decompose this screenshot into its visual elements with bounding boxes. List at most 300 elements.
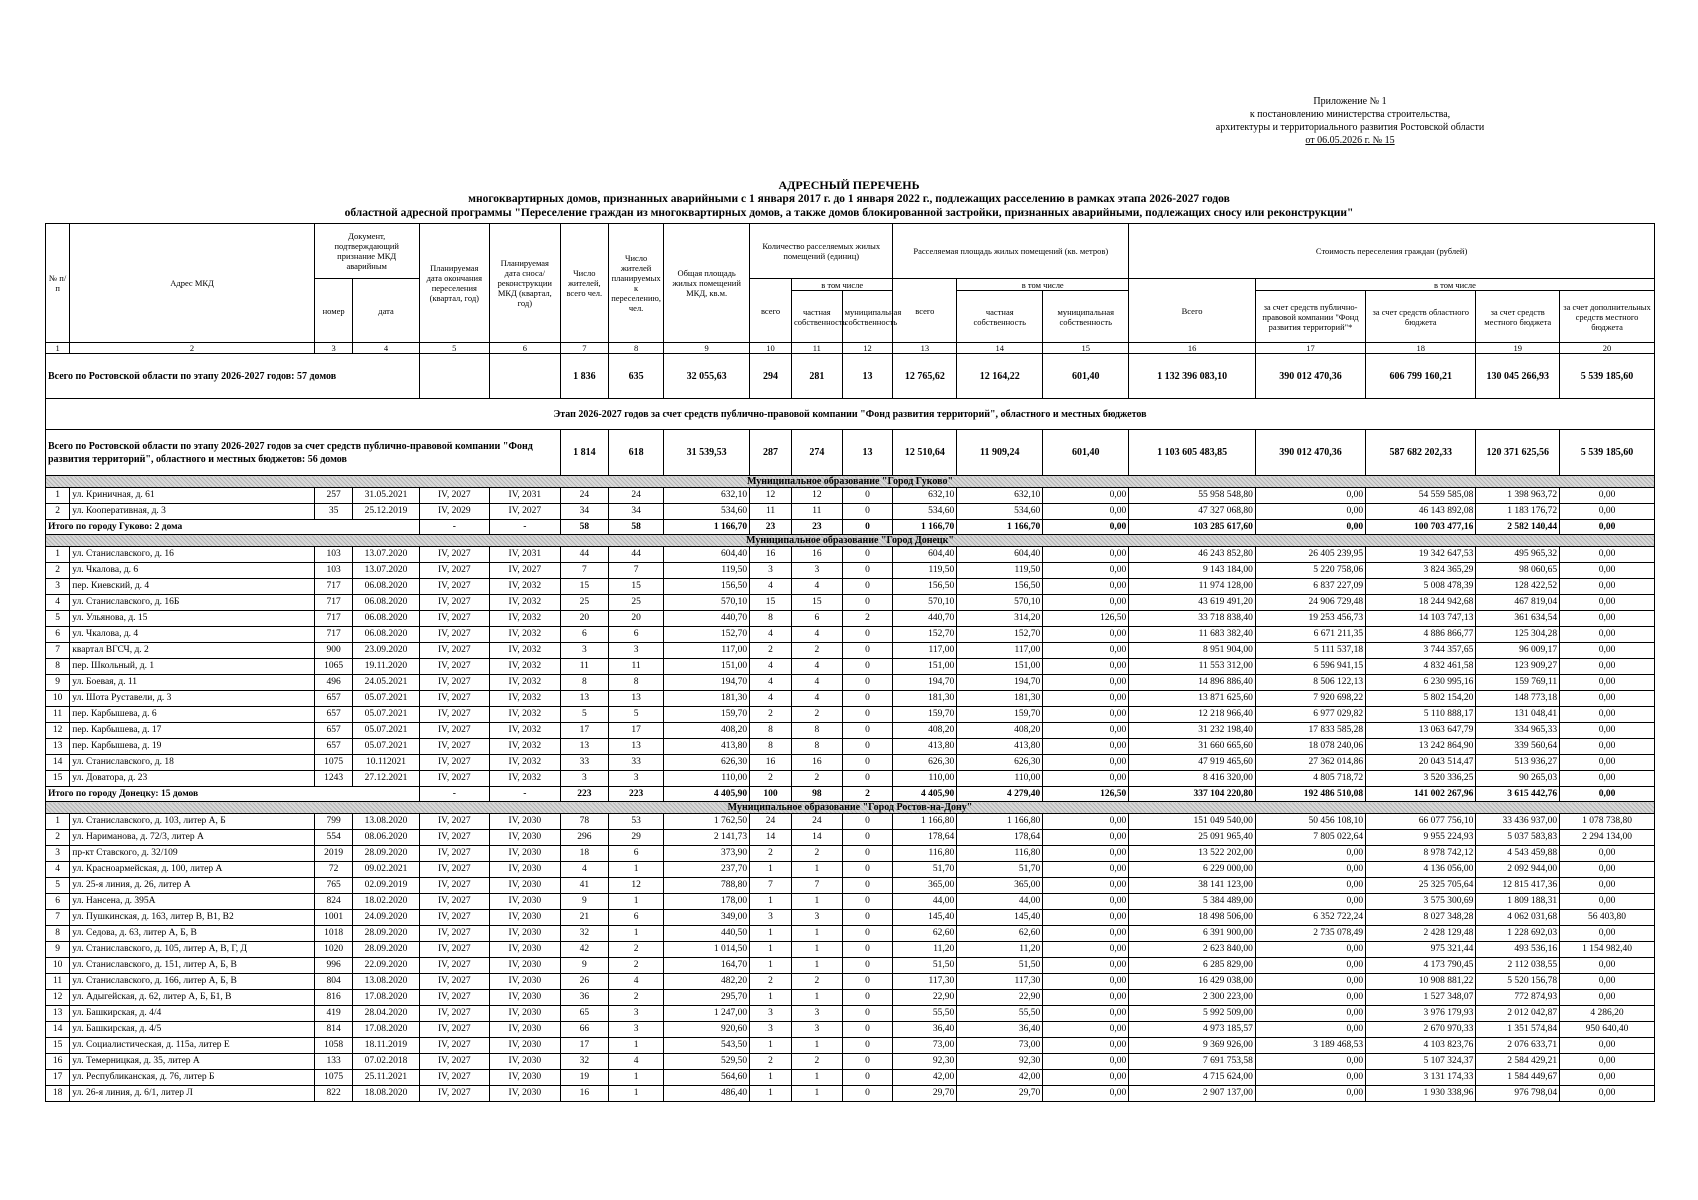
table-cell: 1 166,70 (957, 520, 1043, 535)
table-cell: 24 (791, 814, 842, 830)
table-cell: 0,00 (1560, 504, 1655, 520)
table-cell: 0 (842, 942, 893, 958)
table-cell: 14 896 886,40 (1129, 675, 1256, 691)
table-cell: 6 285 829,00 (1129, 958, 1256, 974)
table-cell: 2 092 944,00 (1476, 862, 1560, 878)
table-cell: 0 (842, 595, 893, 611)
table-cell: IV, 2027 (419, 611, 490, 627)
table-cell: 6 977 029,82 (1255, 707, 1365, 723)
table-cell: 0,00 (1043, 814, 1129, 830)
table-cell: 22,90 (893, 990, 957, 1006)
table-cell: 29,70 (957, 1086, 1043, 1102)
table-cell: 3 (609, 1022, 664, 1038)
address-cell: ул. 25-я линия, д. 26, литер А (70, 878, 315, 894)
table-cell: 2 (791, 707, 842, 723)
table-cell: 44 (609, 547, 664, 563)
address-cell: ул. Боевая, д. 11 (70, 675, 315, 691)
table-cell: 20 (609, 611, 664, 627)
table-cell: IV, 2027 (419, 878, 490, 894)
table-cell: 103 (314, 547, 353, 563)
table-cell: 159,70 (957, 707, 1043, 723)
table-cell: 8 (791, 723, 842, 739)
table-cell: 13.08.2020 (353, 814, 419, 830)
table-cell: 43 619 491,20 (1129, 595, 1256, 611)
table-cell: 0,00 (1255, 1086, 1365, 1102)
table-cell: 0,00 (1043, 1022, 1129, 1038)
table-cell: 19.11.2020 (353, 659, 419, 675)
column-number: 16 (1129, 343, 1256, 354)
table-cell: 657 (314, 691, 353, 707)
table-cell: 6 352 722,24 (1255, 910, 1365, 926)
table-cell: 11 909,24 (957, 430, 1043, 476)
table-cell: 1 (609, 862, 664, 878)
table-cell: 0,00 (1560, 926, 1655, 942)
table-cell: 65 (560, 1006, 608, 1022)
table-row (46, 862, 1655, 878)
table-cell: 0,00 (1043, 627, 1129, 643)
table-cell: 159,70 (893, 707, 957, 723)
table-cell: 1 228 692,03 (1476, 926, 1560, 942)
table-cell: 4 062 031,68 (1476, 910, 1560, 926)
table-cell: 62,60 (893, 926, 957, 942)
table-cell: IV, 2027 (419, 1054, 490, 1070)
table-cell: IV, 2032 (490, 595, 561, 611)
table-cell: 18 078 240,06 (1255, 739, 1365, 755)
table-cell: 8 978 742,12 (1366, 846, 1476, 862)
table-cell: 110,00 (664, 771, 750, 787)
table-cell: 440,50 (664, 926, 750, 942)
table-cell: 799 (314, 814, 353, 830)
table-cell: 13 (842, 354, 893, 399)
table-row (46, 1054, 1655, 1070)
table-cell: 0,00 (1043, 910, 1129, 926)
table-cell: 822 (314, 1086, 353, 1102)
table-row (46, 723, 1655, 739)
address-cell: ул. Станиславского, д. 16Б (70, 595, 315, 611)
table-cell: 0,00 (1560, 1070, 1655, 1086)
table-cell: 2 (609, 958, 664, 974)
table-cell: 128 422,52 (1476, 579, 1560, 595)
column-number: 5 (419, 343, 490, 354)
table-cell: 120 371 625,56 (1476, 430, 1560, 476)
table-cell: 3 976 179,93 (1366, 1006, 1476, 1022)
table-row (46, 990, 1655, 1006)
table-cell: 1 247,00 (664, 1006, 750, 1022)
table-cell: 0,00 (1560, 974, 1655, 990)
table-cell: 0 (842, 675, 893, 691)
table-cell: 24.05.2021 (353, 675, 419, 691)
table-cell: 1 (791, 958, 842, 974)
table-cell: 604,40 (957, 547, 1043, 563)
table-cell: 0,00 (1043, 739, 1129, 755)
table-cell: 9 (560, 894, 608, 910)
table-cell: IV, 2027 (490, 504, 561, 520)
table-cell: 13 871 625,60 (1129, 691, 1256, 707)
table-cell: 534,60 (957, 504, 1043, 520)
column-number: 4 (353, 343, 419, 354)
table-cell: 1 (609, 1070, 664, 1086)
table-cell: 164,70 (664, 958, 750, 974)
table-cell: 20 043 514,47 (1366, 755, 1476, 771)
table-cell: 495 965,32 (1476, 547, 1560, 563)
table-cell: 25.12.2019 (353, 504, 419, 520)
table-cell: 601,40 (1043, 354, 1129, 399)
table-cell: 152,70 (957, 627, 1043, 643)
table-cell: 534,60 (664, 504, 750, 520)
table-cell: 0,00 (1043, 675, 1129, 691)
table-cell: 513 936,27 (1476, 755, 1560, 771)
table-cell: 8 506 122,13 (1255, 675, 1365, 691)
table-cell: IV, 2030 (490, 910, 561, 926)
table-cell: 50 456 108,10 (1255, 814, 1365, 830)
address-cell: ул. Пушкинская, д. 163, литер В, В1, В2 (70, 910, 315, 926)
table-cell: 4 (46, 595, 70, 611)
table-cell: 0,00 (1043, 1086, 1129, 1102)
table-header (46, 224, 1655, 354)
table-cell: 13.08.2020 (353, 974, 419, 990)
table-cell: 18.02.2020 (353, 894, 419, 910)
table-cell: 413,80 (957, 739, 1043, 755)
grand-total-label: Всего по Ростовской области по этапу 2026-2027 годов: 57 домов (46, 354, 420, 399)
table-cell: 0,00 (1560, 547, 1655, 563)
address-cell: пер. Карбышева, д. 19 (70, 739, 315, 755)
header-area-municipal: муниципальная собственность (1043, 291, 1129, 343)
table-cell: 2 (842, 787, 893, 802)
table-cell: IV, 2027 (419, 1086, 490, 1102)
table-cell: 9 (46, 675, 70, 691)
table-cell: 141 002 267,96 (1366, 787, 1476, 802)
table-cell: 0,00 (1560, 958, 1655, 974)
table-cell: 6 (609, 627, 664, 643)
table-cell: 1 (750, 1070, 792, 1086)
table-cell: 8 (46, 926, 70, 942)
table-cell: 2 076 633,71 (1476, 1038, 1560, 1054)
table-cell: 0,00 (1043, 755, 1129, 771)
table-row (46, 504, 1655, 520)
table-cell: 14 (46, 755, 70, 771)
address-cell: ул. Республиканская, д. 76, литер Б (70, 1070, 315, 1086)
table-cell: 16 429 038,00 (1129, 974, 1256, 990)
table-cell: 145,40 (957, 910, 1043, 926)
table-cell: 151,00 (893, 659, 957, 675)
table-cell: 0,00 (1043, 942, 1129, 958)
table-cell: 21 (560, 910, 608, 926)
title-line-2: многоквартирных домов, признанных аварийными с 1 января 2017 г. до 1 января 2022 г., подлежащих расселению в рамках этапа 2026-2027 годов (468, 193, 1230, 205)
table-cell: 23.09.2020 (353, 643, 419, 659)
table-cell: 1 (791, 942, 842, 958)
table-cell: 51,70 (893, 862, 957, 878)
table-cell: IV, 2032 (490, 755, 561, 771)
table-cell: 0 (842, 990, 893, 1006)
table-cell: 0,00 (1560, 1086, 1655, 1102)
table-cell: 529,50 (664, 1054, 750, 1070)
table-cell: 58 (609, 520, 664, 535)
table-cell: 1018 (314, 926, 353, 942)
table-cell: 570,10 (957, 595, 1043, 611)
table-cell: 34 (609, 504, 664, 520)
table-cell: 14 (750, 830, 792, 846)
table-cell: 58 (560, 520, 608, 535)
table-cell: 1 351 574,84 (1476, 1022, 1560, 1038)
table-cell: 5 (609, 707, 664, 723)
table-cell: 119,50 (664, 563, 750, 579)
table-cell: - (419, 787, 490, 802)
table-cell: 0 (842, 894, 893, 910)
table-cell: 657 (314, 707, 353, 723)
table-cell: 44,00 (957, 894, 1043, 910)
table-cell: 10 (46, 958, 70, 974)
column-number: 14 (957, 343, 1043, 354)
table-cell: 1 166,80 (893, 814, 957, 830)
table-cell: 6 (609, 846, 664, 862)
table-cell: 13 063 647,79 (1366, 723, 1476, 739)
table-cell: 0,00 (1560, 1038, 1655, 1054)
table-cell: 0 (842, 771, 893, 787)
table-row (46, 1006, 1655, 1022)
table-cell: 11 683 382,40 (1129, 627, 1256, 643)
address-cell: ул. Чкалова, д. 6 (70, 563, 315, 579)
table-cell: 4 286,20 (1560, 1006, 1655, 1022)
table-cell: 98 060,65 (1476, 563, 1560, 579)
table-cell: 4 405,90 (893, 787, 957, 802)
table-cell: 2 112 038,55 (1476, 958, 1560, 974)
column-number: 3 (314, 343, 353, 354)
address-cell: ул. Наримановa, д. 72/3, литер А (70, 830, 315, 846)
table-cell: 3 744 357,65 (1366, 643, 1476, 659)
table-cell: 9 369 926,00 (1129, 1038, 1256, 1054)
table-cell: 11 974 128,00 (1129, 579, 1256, 595)
table-cell: 62,60 (957, 926, 1043, 942)
table-cell: 151,00 (957, 659, 1043, 675)
table-cell: 27 362 014,86 (1255, 755, 1365, 771)
table-cell: IV, 2032 (490, 675, 561, 691)
address-cell: пер. Карбышева, д. 6 (70, 707, 315, 723)
table-cell: 5 539 185,60 (1560, 354, 1655, 399)
table-cell: 3 (791, 1022, 842, 1038)
table-cell: IV, 2027 (419, 814, 490, 830)
table-cell: 0,00 (1255, 974, 1365, 990)
table-cell: 5 037 583,83 (1476, 830, 1560, 846)
table-cell: 0,00 (1255, 958, 1365, 974)
table-cell: 0,00 (1560, 862, 1655, 878)
table-cell: 41 (560, 878, 608, 894)
table-cell: 296 (560, 830, 608, 846)
table-row (46, 878, 1655, 894)
table-cell: IV, 2030 (490, 878, 561, 894)
table-cell: 3 189 468,53 (1255, 1038, 1365, 1054)
table-cell: 159,70 (664, 707, 750, 723)
table-cell: 920,60 (664, 1022, 750, 1038)
table-cell: 408,20 (957, 723, 1043, 739)
table-cell: 413,80 (893, 739, 957, 755)
table-cell: IV, 2027 (419, 691, 490, 707)
table-cell: 626,30 (893, 755, 957, 771)
table-cell: 5 (46, 611, 70, 627)
table-cell: 6 391 900,00 (1129, 926, 1256, 942)
table-cell: 16 (791, 755, 842, 771)
table-cell: IV, 2027 (419, 723, 490, 739)
table-cell: 152,70 (893, 627, 957, 643)
table-cell: 0,00 (1043, 974, 1129, 990)
table-cell: 626,30 (664, 755, 750, 771)
table-cell: 23 (791, 520, 842, 535)
table-cell: 361 634,54 (1476, 611, 1560, 627)
table-row (46, 974, 1655, 990)
stage-total-row (46, 430, 1655, 476)
table-cell: 0,00 (1043, 1038, 1129, 1054)
table-cell: 51,50 (957, 958, 1043, 974)
table-cell: 36 (560, 990, 608, 1006)
table-cell: 05.07.2021 (353, 691, 419, 707)
table-cell: 13 242 864,90 (1366, 739, 1476, 755)
table-cell: 27.12.2021 (353, 771, 419, 787)
table-cell: 9 (560, 958, 608, 974)
table-cell: 4 (750, 675, 792, 691)
table-cell: IV, 2030 (490, 1054, 561, 1070)
table-cell: 626,30 (957, 755, 1043, 771)
table-cell: 0,00 (1255, 1070, 1365, 1086)
table-cell: 0,00 (1043, 488, 1129, 504)
table-cell: 22,90 (957, 990, 1043, 1006)
table-cell: IV, 2027 (419, 579, 490, 595)
table-cell: IV, 2030 (490, 830, 561, 846)
table-cell: 0,00 (1560, 520, 1655, 535)
table-cell: 0,00 (1255, 504, 1365, 520)
table-cell: 1 132 396 083,10 (1129, 354, 1256, 399)
table-cell: 33 (560, 755, 608, 771)
table-cell: 12 (609, 878, 664, 894)
table-cell: 554 (314, 830, 353, 846)
table-cell: IV, 2027 (419, 990, 490, 1006)
appendix-note (1140, 95, 1560, 147)
column-number: 20 (1560, 343, 1655, 354)
address-list-table (45, 223, 1655, 1102)
table-cell: 11 (609, 659, 664, 675)
table-cell: 0,00 (1043, 520, 1129, 535)
table-cell: 1 (750, 958, 792, 974)
table-cell: 0,00 (1043, 958, 1129, 974)
table-cell: 29,70 (893, 1086, 957, 1102)
table-cell: 06.08.2020 (353, 611, 419, 627)
table-cell: 0,00 (1560, 707, 1655, 723)
table-cell: 28.09.2020 (353, 942, 419, 958)
table-cell: 0,00 (1255, 1054, 1365, 1070)
table-cell: 1 (791, 1086, 842, 1102)
table-cell: 7 (609, 563, 664, 579)
table-cell: 0 (842, 974, 893, 990)
table-cell: IV, 2030 (490, 1022, 561, 1038)
table-cell: 6 (560, 627, 608, 643)
table-cell: 125 304,28 (1476, 627, 1560, 643)
municipality-name: Муниципальное образование "Город Ростов-на-Дону" (46, 802, 1655, 814)
table-cell: 7 (560, 563, 608, 579)
table-cell: 657 (314, 723, 353, 739)
appendix-line: к постановлению министерства строительства, (1249, 109, 1451, 120)
table-cell: IV, 2030 (490, 926, 561, 942)
table-cell: 46 243 852,80 (1129, 547, 1256, 563)
table-cell: 2 584 429,21 (1476, 1054, 1560, 1070)
table-cell: 0 (842, 488, 893, 504)
table-cell: 194,70 (893, 675, 957, 691)
table-row (46, 595, 1655, 611)
table-cell: IV, 2027 (419, 659, 490, 675)
table-cell: 0,00 (1560, 990, 1655, 1006)
appendix-line: архитектуры и территориального развития Ростовской области (1215, 122, 1485, 133)
table-cell: 24.09.2020 (353, 910, 419, 926)
address-cell: ул. Социалистическая, д. 115а, литер Е (70, 1038, 315, 1054)
table-cell: 11 (560, 659, 608, 675)
table-cell: 24 (560, 488, 608, 504)
header-address: Адрес МКД (70, 224, 315, 343)
table-cell: 976 798,04 (1476, 1086, 1560, 1102)
table-cell: IV, 2027 (419, 910, 490, 926)
table-cell: 15 (46, 1038, 70, 1054)
table-cell: 46 143 892,08 (1366, 504, 1476, 520)
table-cell: 0,00 (1255, 942, 1365, 958)
table-cell: 2 294 134,00 (1560, 830, 1655, 846)
table-cell: 0,00 (1560, 691, 1655, 707)
table-cell: 12 (46, 723, 70, 739)
table-cell: 26 405 239,95 (1255, 547, 1365, 563)
table-cell: IV, 2032 (490, 643, 561, 659)
table-cell: 1 (609, 1038, 664, 1054)
table-cell: 1 762,50 (664, 814, 750, 830)
table-cell: 0 (842, 862, 893, 878)
table-cell: 178,64 (957, 830, 1043, 846)
table-cell: 178,64 (893, 830, 957, 846)
table-cell: 25.11.2021 (353, 1070, 419, 1086)
table-cell: 1 (791, 862, 842, 878)
table-cell: 587 682 202,33 (1366, 430, 1476, 476)
grand-total-row (46, 354, 1655, 399)
table-cell: 2 (791, 974, 842, 990)
table-cell: 467 819,04 (1476, 595, 1560, 611)
table-cell: 38 141 123,00 (1129, 878, 1256, 894)
table-cell: 570,10 (893, 595, 957, 611)
table-cell: 152,70 (664, 627, 750, 643)
table-cell: IV, 2030 (490, 1006, 561, 1022)
table-cell: 2 (750, 974, 792, 990)
table-cell: IV, 2032 (490, 691, 561, 707)
table-cell: 17 (560, 1038, 608, 1054)
column-number: 13 (893, 343, 957, 354)
table-cell: 0,00 (1255, 990, 1365, 1006)
table-cell: 31.05.2021 (353, 488, 419, 504)
table-cell: 19 342 647,53 (1366, 547, 1476, 563)
table-cell: 24 906 729,48 (1255, 595, 1365, 611)
table-cell: 1 014,50 (664, 942, 750, 958)
table-cell: 337 104 220,80 (1129, 787, 1256, 802)
table-cell: 32 (560, 1054, 608, 1070)
table-row (46, 563, 1655, 579)
column-numbers-row (46, 343, 1655, 354)
table-cell: IV, 2027 (419, 707, 490, 723)
table-cell: 119,50 (893, 563, 957, 579)
table-cell: IV, 2027 (490, 563, 561, 579)
municipality-name: Муниципальное образование "Город Гуково" (46, 476, 1655, 488)
table-cell: IV, 2027 (419, 1006, 490, 1022)
table-cell: 0,00 (1560, 894, 1655, 910)
table-cell: 42,00 (893, 1070, 957, 1086)
table-cell: 24 (609, 488, 664, 504)
table-cell: 5 111 537,18 (1255, 643, 1365, 659)
table-cell: 98 (791, 787, 842, 802)
table-cell: 33 718 838,40 (1129, 611, 1256, 627)
table-cell: 07.02.2018 (353, 1054, 419, 1070)
table-cell: 6 230 995,16 (1366, 675, 1476, 691)
table-cell: 2 (609, 942, 664, 958)
address-cell: ул. Станиславского, д. 18 (70, 755, 315, 771)
